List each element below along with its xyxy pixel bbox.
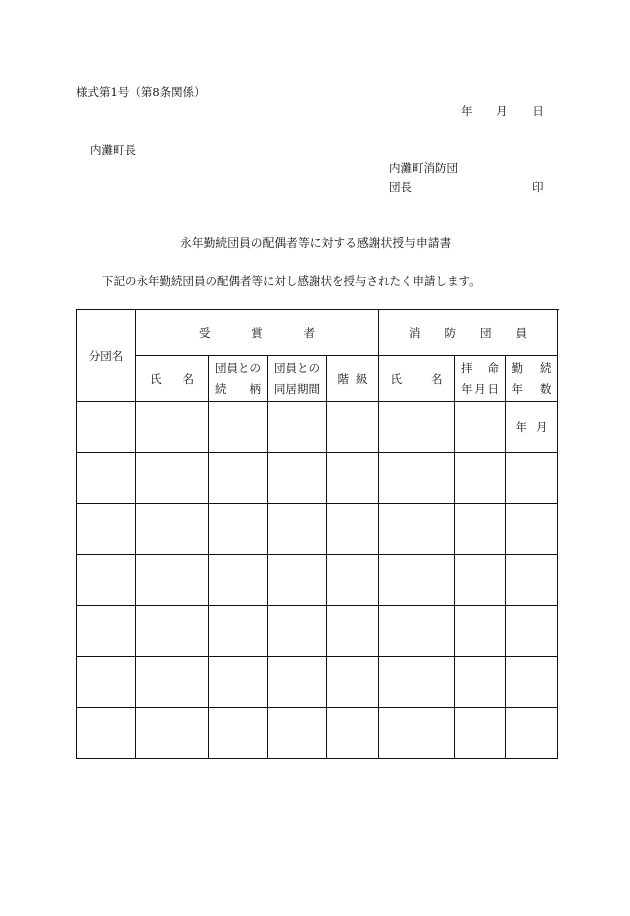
table-cell[interactable] [327,402,379,453]
service-unit-cell[interactable] [506,402,558,453]
table-cell[interactable] [209,708,268,759]
member-char: 防 [444,325,456,340]
table-cell[interactable] [209,606,268,657]
header-char: 階 [337,371,349,386]
recipient-char: 賞 [251,325,263,340]
member-group-header [379,310,558,356]
table-cell[interactable] [327,555,379,606]
table-cell[interactable] [268,657,327,708]
header-char: 氏 [150,371,162,386]
table-cell[interactable] [455,657,506,708]
member-name-header [379,356,455,402]
table-cell[interactable] [268,402,327,453]
header-char: 命 [487,360,499,375]
table-cell[interactable] [136,504,209,555]
table-cell[interactable] [77,708,136,759]
header-line: 団員との [274,360,320,375]
table-cell[interactable] [455,606,506,657]
table-row [77,657,558,708]
header-char: 数 [540,381,552,396]
branch-header: 分団名 [77,310,136,402]
date-month-label: 月 [496,104,508,118]
header-char: 月 [474,381,486,396]
table-cell[interactable] [209,555,268,606]
table-cell[interactable] [77,555,136,606]
body-text: 下記の永年勤続団員の配偶者等に対し感謝状を授与されたく申請します。 [102,274,481,288]
table-cell[interactable] [268,453,327,504]
table-cell[interactable] [209,402,268,453]
header-char: 年 [461,381,473,396]
table-cell[interactable] [327,504,379,555]
unit-char: 年 [515,420,527,434]
header-char: 拝 [461,360,473,375]
header-char: 柄 [249,381,261,396]
table-cell[interactable] [209,504,268,555]
table-cell[interactable] [506,657,558,708]
table-cell[interactable] [136,657,209,708]
unit-char: 月 [536,420,548,434]
table-cell[interactable] [506,504,558,555]
member-char: 団 [480,325,492,340]
table-cell[interactable] [327,708,379,759]
table-cell[interactable] [268,504,327,555]
table-cell[interactable] [77,453,136,504]
table-cell[interactable] [136,708,209,759]
table-cell[interactable] [136,606,209,657]
sender-title: 団長 [389,180,412,194]
table-cell[interactable] [506,606,558,657]
header-char: 勤 [511,360,523,375]
header-char: 年 [511,381,523,396]
table-cell[interactable] [268,708,327,759]
table-cell[interactable] [379,402,455,453]
date-line [461,103,544,119]
table-row [77,453,558,504]
date-year-label: 年 [461,104,473,118]
table-cell[interactable] [77,606,136,657]
table-cell[interactable] [506,453,558,504]
service-years-header [506,356,558,402]
table-cell[interactable] [379,453,455,504]
table-cell[interactable] [209,657,268,708]
header-char: 続 [215,381,227,396]
header-line: 同居期間 [274,381,320,396]
table-cell[interactable] [455,504,506,555]
table-cell[interactable] [379,504,455,555]
table-cell[interactable] [379,657,455,708]
header-char: 名 [182,371,194,386]
header-char: 級 [356,371,368,386]
form-number: 様式第1号（第8条関係） [76,85,206,99]
recipient-char: 受 [199,325,211,340]
sender-org: 内灘町消防団 [389,161,458,175]
rank-header [327,356,379,402]
document-title: 永年勤続団員の配偶者等に対する感謝状授与申請書 [180,236,452,250]
cohabitation-header [268,356,327,402]
table-cell[interactable] [327,657,379,708]
recipient-char: 者 [303,325,315,340]
recipient-name-header [136,356,209,402]
table-cell[interactable] [455,555,506,606]
table-row [77,708,558,759]
table-row [77,555,558,606]
table-cell[interactable] [77,504,136,555]
table-cell[interactable] [268,606,327,657]
member-char: 消 [409,325,421,340]
table-cell[interactable] [268,555,327,606]
appointment-date-header [455,356,506,402]
header-line: 団員との [215,360,261,375]
table-cell[interactable] [506,555,558,606]
recipient-group-header [136,310,379,356]
header-char: 名 [431,371,443,386]
table-cell[interactable] [506,708,558,759]
header-char: 氏 [390,371,402,386]
table-cell[interactable] [455,402,506,453]
table-cell[interactable] [327,606,379,657]
application-table [76,309,558,759]
table-cell[interactable] [77,402,136,453]
table-row [77,606,558,657]
table-cell[interactable] [379,708,455,759]
table-cell[interactable] [455,708,506,759]
header-char: 日 [487,381,499,396]
table-cell[interactable] [455,453,506,504]
table-cell[interactable] [379,606,455,657]
table-cell[interactable] [136,555,209,606]
table-cell[interactable] [209,453,268,504]
seal-mark: 印 [532,180,544,194]
table-cell[interactable] [136,402,209,453]
table-cell[interactable] [327,453,379,504]
addressee: 内灘町長 [90,143,136,157]
member-char: 員 [515,325,527,340]
table-row [77,504,558,555]
date-day-label: 日 [532,104,544,118]
header-char: 続 [540,360,552,375]
table-row [77,402,558,453]
table-cell[interactable] [136,453,209,504]
table-cell[interactable] [379,555,455,606]
relationship-header [209,356,268,402]
table-cell[interactable] [77,657,136,708]
